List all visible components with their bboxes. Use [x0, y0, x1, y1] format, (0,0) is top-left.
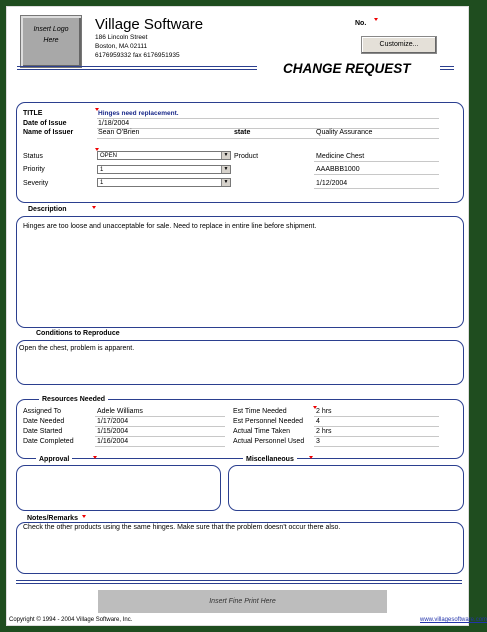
description-text[interactable]: Hinges are too loose and unacceptable for sale. Need to replace in entire line before shipment. — [23, 223, 317, 230]
est-time-value[interactable]: 2 hrs — [316, 408, 332, 415]
severity-label: Severity — [23, 180, 49, 187]
date-of-issue-value[interactable]: 1/18/2004 — [98, 120, 130, 127]
website-link[interactable]: www.villagesoftware.com — [420, 617, 487, 623]
actual-time-value[interactable]: 2 hrs — [316, 428, 332, 435]
assigned-to-label: Assigned To — [23, 408, 62, 415]
est-time-label: Est Time Needed — [233, 408, 287, 415]
title-value[interactable]: Hinges need replacement. — [98, 110, 179, 117]
comment-marker-icon — [92, 206, 96, 209]
status-select-value: OPEN — [100, 153, 118, 159]
header-rule-left — [17, 66, 257, 67]
title-label: TITLE — [23, 110, 43, 117]
footer-rule-2 — [16, 583, 462, 584]
priority-select-value: 1 — [100, 167, 104, 173]
resources-underline — [95, 416, 225, 417]
product-value[interactable]: Medicine Chest — [316, 153, 365, 160]
resources-underline — [314, 446, 439, 447]
form-sheet — [6, 6, 487, 626]
logo-placeholder[interactable] — [20, 15, 82, 68]
resources-label: Resources Needed — [39, 396, 108, 403]
comment-marker-icon — [93, 456, 97, 459]
header-rule-right — [440, 66, 454, 67]
date-underline — [97, 128, 439, 129]
status-select[interactable] — [97, 151, 231, 160]
notes-text[interactable]: Check the other products using the same hinges. Make sure that the problem doesn't occur there also. — [23, 524, 341, 531]
date-of-issue-label: Date of Issue — [23, 120, 67, 127]
address-line-1: 186 Lincoln Street — [95, 34, 148, 41]
est-personnel-label: Est Personnel Needed — [233, 418, 304, 425]
severity-date-value[interactable]: 1/12/2004 — [316, 180, 348, 187]
date-completed-label: Date Completed — [23, 438, 74, 445]
footer-rule — [16, 580, 462, 581]
severity-select-value: 1 — [100, 180, 104, 186]
actual-time-label: Actual Time Taken — [233, 428, 291, 435]
copyright-text: Copyright © 1994 - 2004 Village Software, Inc. — [9, 617, 133, 623]
state-label: state — [234, 129, 251, 136]
date-started-value[interactable]: 1/15/2004 — [97, 428, 129, 435]
conditions-text[interactable]: Open the chest, problem is apparent. — [19, 345, 135, 352]
product-code-underline — [314, 174, 439, 175]
product-label: Product — [234, 153, 259, 160]
status-label: Status — [23, 153, 43, 160]
actual-personnel-label: Actual Personnel Used — [233, 438, 305, 445]
product-underline — [314, 161, 439, 162]
company-address — [95, 33, 180, 60]
issuer-value[interactable]: Sean O'Brien — [98, 129, 140, 136]
resources-underline — [314, 426, 439, 427]
date-completed-value[interactable]: 1/16/2004 — [97, 438, 129, 445]
product-code-value[interactable]: AAABBB1000 — [316, 166, 360, 173]
comment-marker-icon — [309, 456, 313, 459]
priority-select[interactable] — [97, 165, 231, 174]
miscellaneous-label: Miscellaneous — [243, 456, 297, 463]
chevron-down-icon[interactable]: ▼ — [221, 152, 230, 159]
severity-select[interactable] — [97, 178, 231, 187]
number-label: No. — [355, 20, 367, 27]
title-underline — [97, 118, 439, 119]
address-line-2: Boston, MA 02111 — [95, 43, 148, 50]
notes-label: Notes/Remarks — [24, 515, 81, 522]
approval-label: Approval — [36, 456, 72, 463]
state-value[interactable]: Quality Assurance — [316, 129, 373, 136]
priority-label: Priority — [23, 166, 45, 173]
actual-personnel-value[interactable]: 3 — [316, 438, 320, 445]
date-needed-value[interactable]: 1/17/2004 — [97, 418, 129, 425]
est-personnel-value[interactable]: 4 — [316, 418, 320, 425]
comment-marker-icon — [374, 18, 378, 21]
comment-marker-icon — [82, 515, 86, 518]
chevron-down-icon[interactable]: ▼ — [221, 166, 230, 173]
description-panel — [16, 216, 464, 328]
date-needed-label: Date Needed — [23, 418, 65, 425]
conditions-label: Conditions to Reproduce — [33, 330, 123, 337]
company-name: Village Software — [95, 16, 204, 33]
issuer-underline — [97, 138, 439, 139]
logo-placeholder-text: Insert Logo Here — [33, 26, 69, 44]
customize-button[interactable]: Customize... — [361, 36, 437, 54]
chevron-down-icon[interactable]: ▼ — [221, 179, 230, 186]
phone-fax: 6176959332 fax 6176951935 — [95, 52, 180, 59]
assigned-to-value[interactable]: Adele Williams — [97, 408, 143, 415]
severity-date-underline — [314, 188, 439, 189]
header-rule-right-2 — [440, 69, 454, 70]
description-label: Description — [25, 206, 70, 213]
resources-underline — [314, 416, 439, 417]
miscellaneous-panel[interactable] — [228, 465, 464, 511]
date-started-label: Date Started — [23, 428, 63, 435]
resources-underline — [95, 446, 225, 447]
resources-underline — [95, 426, 225, 427]
resources-underline — [314, 436, 439, 437]
resources-underline — [95, 436, 225, 437]
header-rule-left-2 — [17, 69, 257, 70]
issuer-label: Name of Issuer — [23, 129, 74, 136]
fine-print-box[interactable]: Insert Fine Print Here — [98, 590, 387, 613]
approval-panel[interactable] — [16, 465, 221, 511]
form-title: CHANGE REQUEST — [283, 61, 411, 76]
